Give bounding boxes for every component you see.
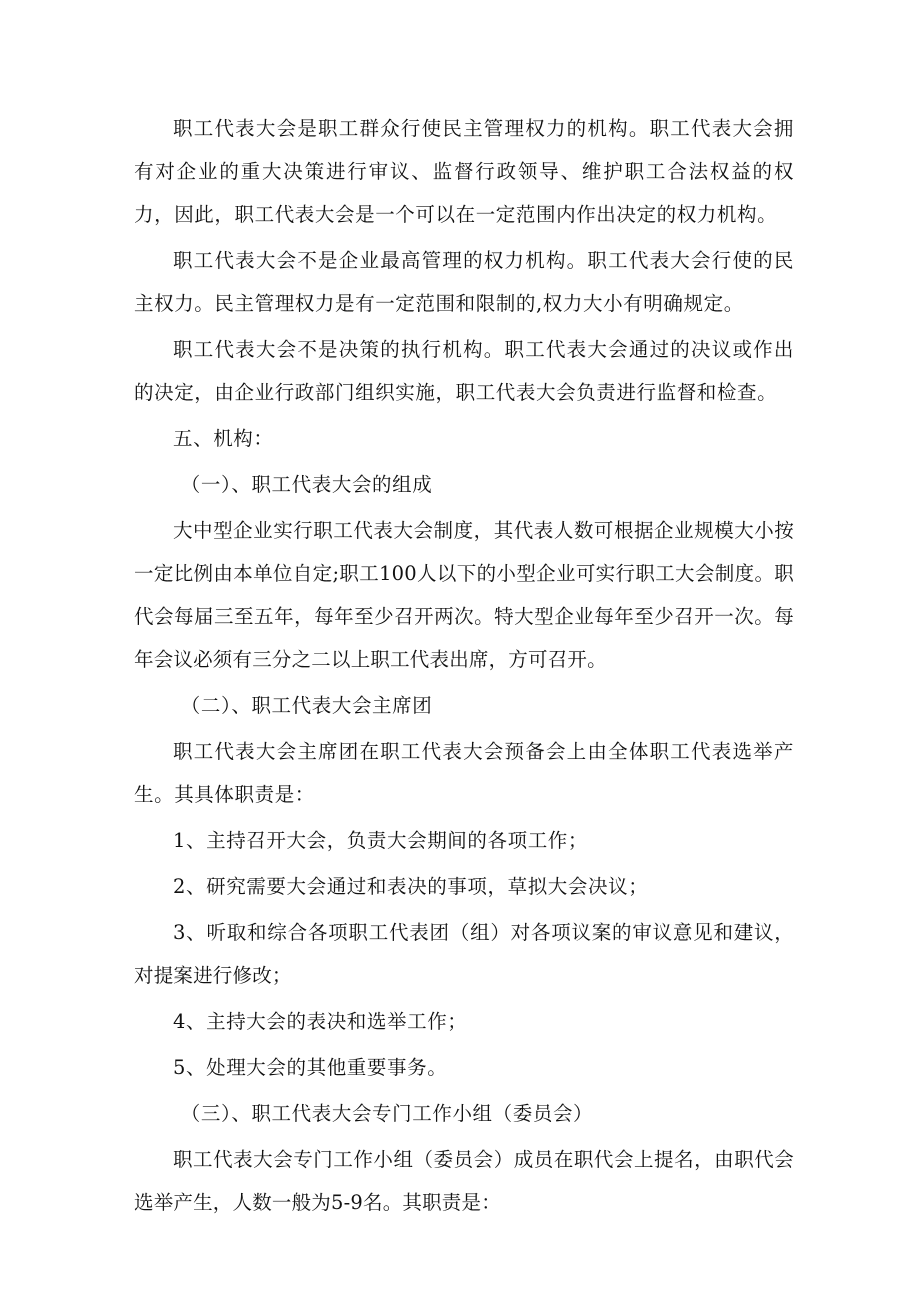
paragraph-composition: 大中型企业实行职工代表大会制度，其代表人数可根据企业规模大小按一定比例由本单位自定;职工100人以下的小型企业可实行职工大会制度。职代会每届三至五年，每年至少召开两次。特大型企业每年至少召开一次。每年会议必须有三分之二以上职工代表出席，方可召开。 — [134, 519, 794, 671]
list-item-1: 1、主持召开大会，负责大会期间的各项工作； — [173, 829, 589, 852]
document-body — [134, 107, 794, 1227]
paragraph-not-highest: 职工代表大会不是企业最高管理的权力机构。职工代表大会行使的民主权力。民主管理权力是有一定范围和限制的,权力大小有明确规定。 — [134, 249, 794, 315]
paragraph-authority: 职工代表大会是职工群众行使民主管理权力的机构。职工代表大会拥有对企业的重大决策进行审议、监督行政领导、维护职工合法权益的权力，因此，职工代表大会是一个可以在一定范围内作出决定的权力机构。 — [134, 117, 794, 226]
list-item-2: 2、研究需要大会通过和表决的事项，草拟大会决议； — [173, 875, 649, 898]
subheading-working-group: （三）、职工代表大会专门工作小组（委员会） — [180, 1102, 594, 1125]
list-item-4: 4、主持大会的表决和选举工作； — [173, 1010, 468, 1033]
section-heading-organization: 五、机构： — [173, 427, 274, 450]
paragraph-working-group: 职工代表大会专门工作小组（委员会）成员在职代会上提名，由职代会选举产生，人数一般为5-9名。其职责是： — [134, 1148, 794, 1214]
list-item-3: 3、听取和综合各项职工代表团（组）对各项议案的审议意见和建议，对提案进行修改； — [134, 921, 794, 987]
list-item-5: 5、处理大会的其他重要事务。 — [173, 1056, 448, 1079]
paragraph-not-executive: 职工代表大会不是决策的执行机构。职工代表大会通过的决议或作出的决定，由企业行政部门组织实施，职工代表大会负责进行监督和检查。 — [134, 338, 794, 404]
paragraph-presidium: 职工代表大会主席团在职工代表大会预备会上由全体职工代表选举产生。其具体职责是： — [134, 740, 794, 806]
subheading-presidium: （二）、职工代表大会主席团 — [180, 694, 433, 717]
subheading-composition: （一）、职工代表大会的组成 — [180, 473, 433, 496]
